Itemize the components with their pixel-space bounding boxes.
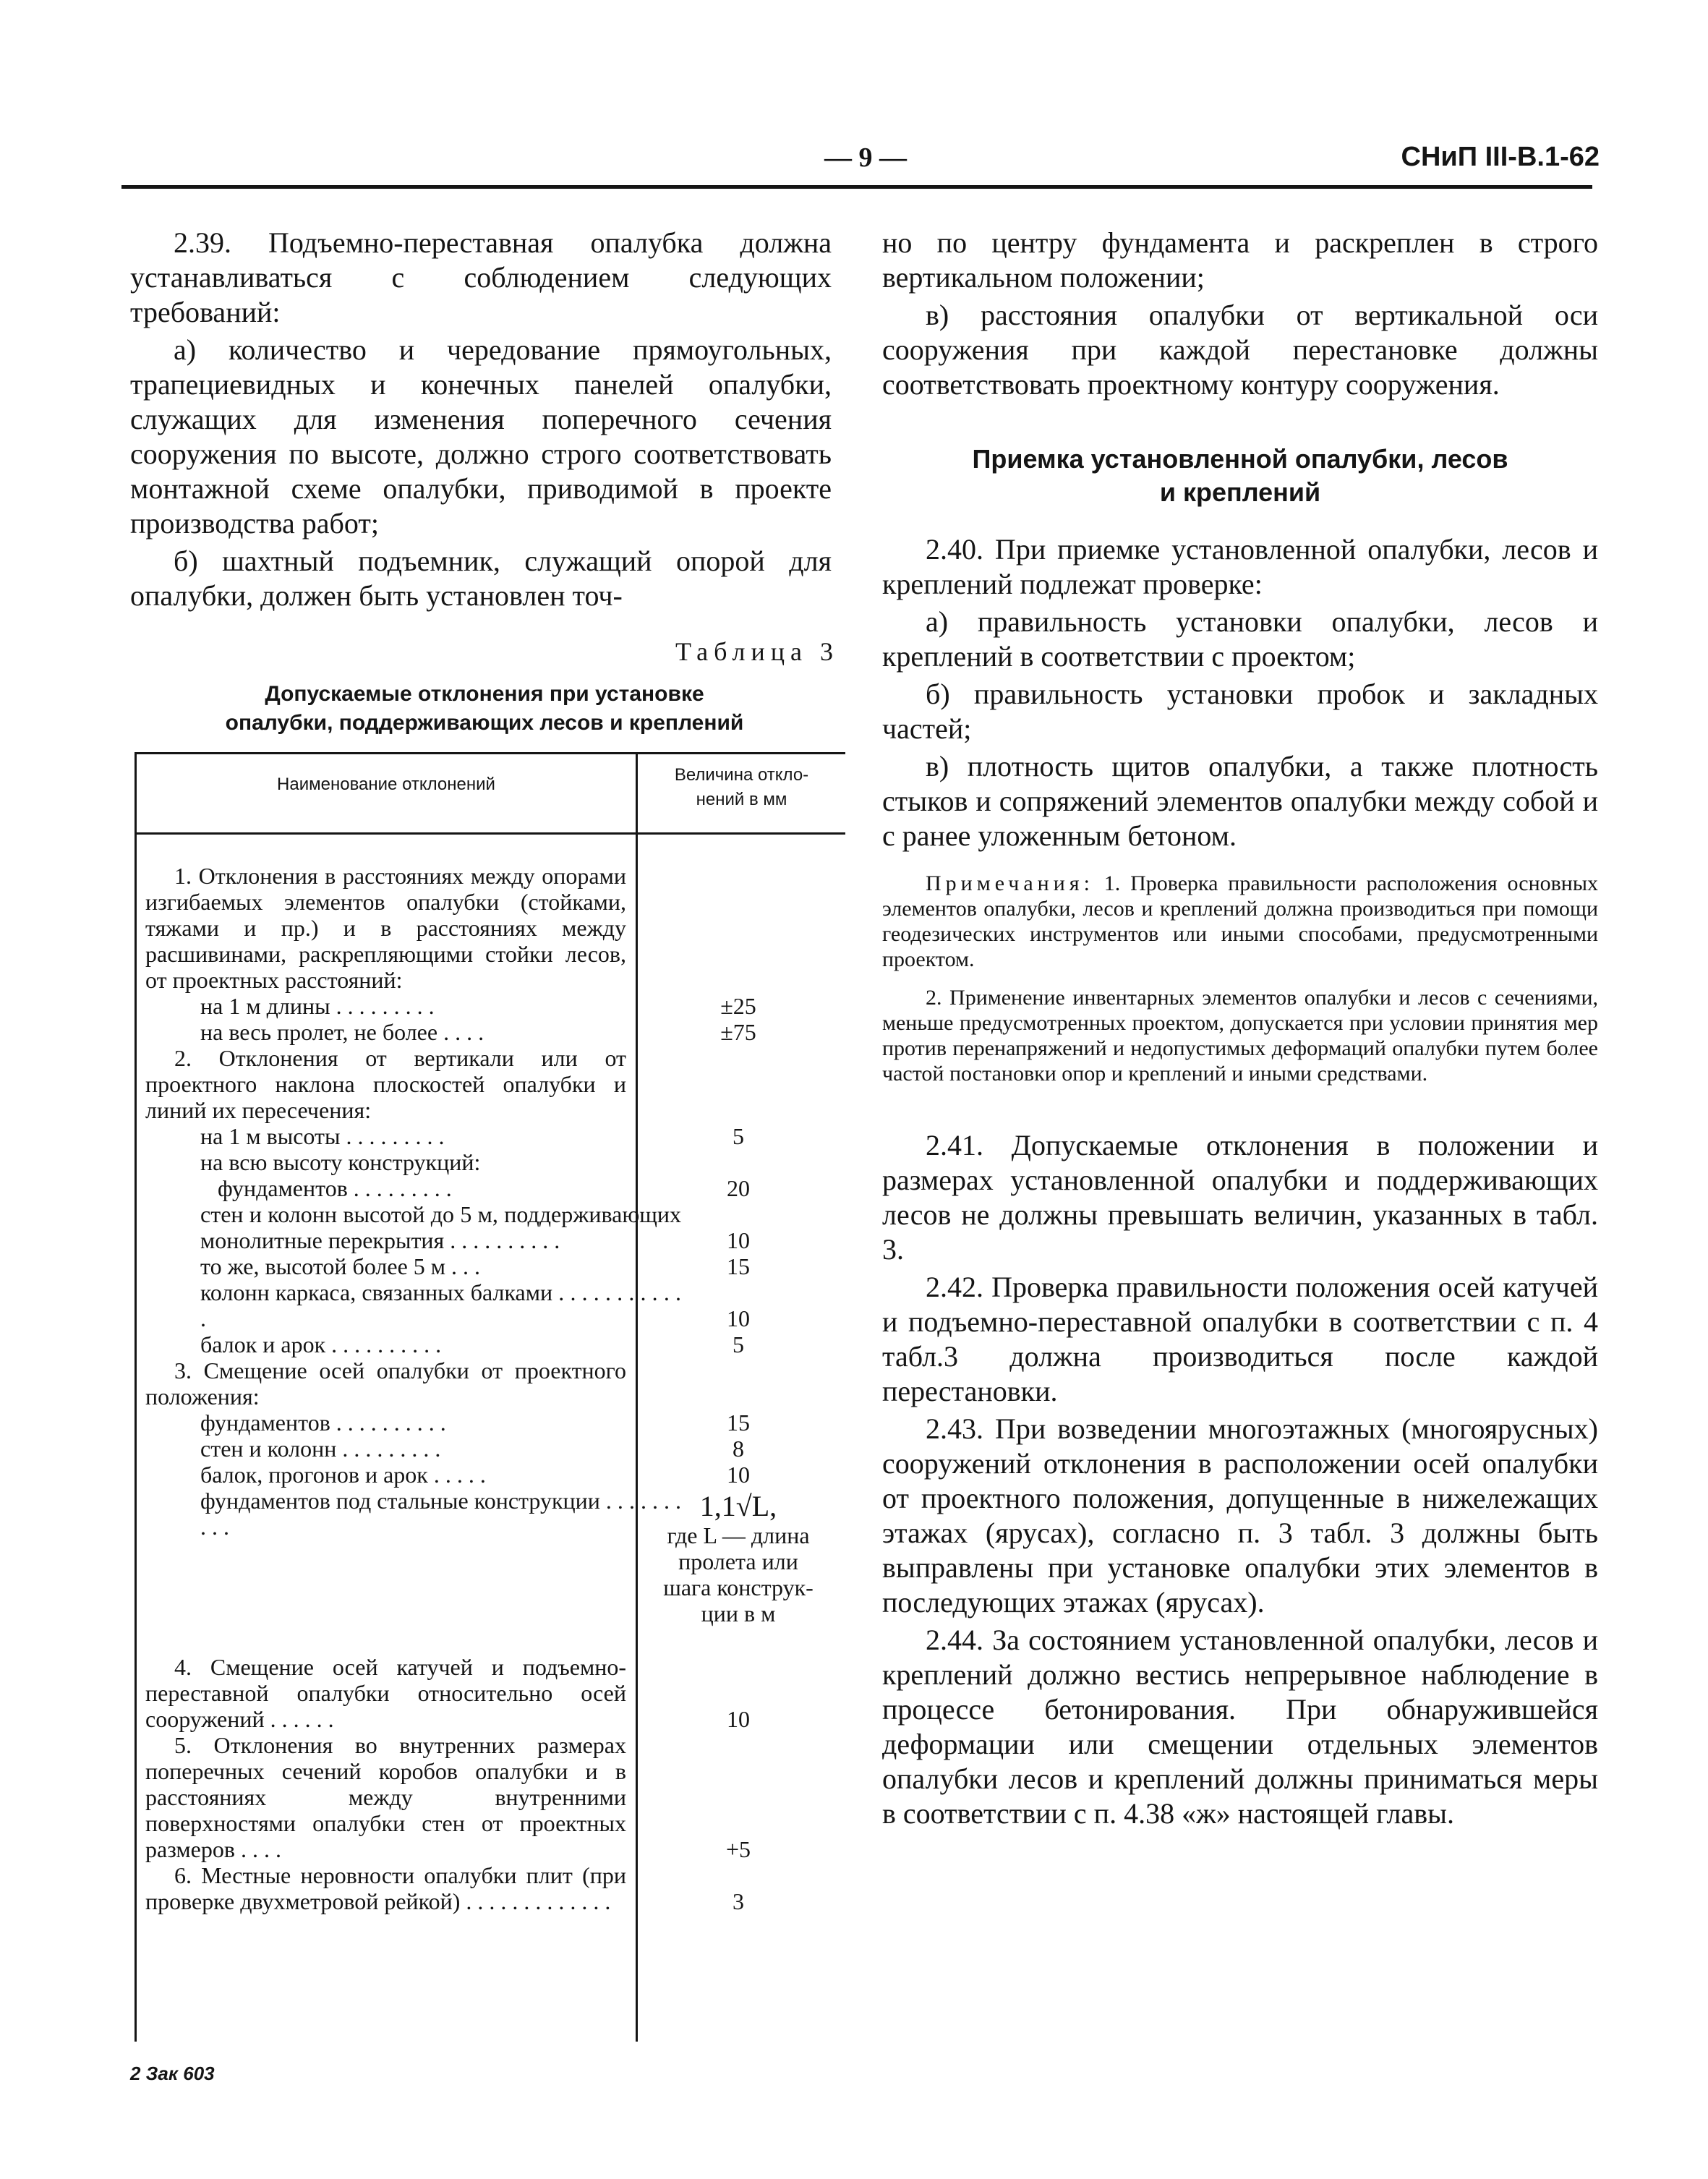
table-row: на 1 м высоты . . . . . . . . . 5: [200, 1123, 744, 1149]
root-formula-cell: 1,1√L, где L — длина пролета или шага конструк- ции в м: [663, 1490, 814, 1626]
table-row: стен и колонн высотой до 5 м, поддерживающих монолитные перекрытия . . . . . . . . . . 10: [200, 1201, 750, 1253]
table-row: 5. Отклонения во внутренних размерах поперечных сечений коробов опалубки и в расстояниях между внутренними поверхностями опалубки стен от проектных размеров . . . . +5: [145, 1732, 751, 1862]
clause-2-42: 2.42. Проверка правильности положения осей катучей и подъемно-переставной опалубки в соответствии с п. 4 табл.3 должна производиться после каждой перестановки.: [882, 1271, 1598, 1407]
document-code: СНиП III-В.1-62: [1401, 142, 1600, 172]
table-row: 6. Местные неровности опалубки плит (при проверке двухметровой рейкой) . . . . . . . . . . . . . 3: [145, 1862, 744, 1914]
clause-2-40: 2.40. При приемке установленной опалубки, лесов и креплений подлежат проверке:: [882, 533, 1598, 600]
clause-2-40-c: в) плотность щитов опалубки, а также плотность стыков и сопряжений элементов опалубки между собой и с ранее уложенным бетоном.: [882, 750, 1598, 852]
table-body: [145, 863, 840, 1914]
right-column: [882, 226, 1598, 1834]
table-row: балок и арок . . . . . . . . . . 5: [200, 1331, 744, 1357]
notes-label: Примечания:: [926, 871, 1094, 895]
table-row: на всю высоту конструкций:: [200, 1149, 481, 1175]
footer-print-mark: 2 Зак 603: [130, 2063, 215, 2084]
table-row: 1. Отклонения в расстояниях между опорами изгибаемых элементов опалубки (стойками, тяжами и пр.) и в расстояниях между расшивинами, раскрепляющими стойки лесов, от проектных расстояний:: [145, 863, 626, 993]
table-header-rule: [137, 832, 845, 835]
clause-2-39-v: в) расстояния опалубки от вертикальной оси сооружения при каждой перестановке должны соответствовать проектному контуру сооружения.: [882, 299, 1598, 401]
table-row: 2. Отклонения от вертикали или от проектного наклона плоскостей опалубки и линий их пересечения:: [145, 1045, 626, 1123]
table-title: Допускаемые отклонения при установке опалубки, поддерживающих лесов и креплений: [225, 682, 744, 735]
clause-2-40-a: а) правильность установки опалубки, лесов и креплений в соответствии с проектом;: [882, 605, 1598, 673]
header-rule: [121, 185, 1592, 189]
table-row: 3. Смещение осей опалубки от проектного положения:: [145, 1357, 626, 1410]
deviation-table: [134, 752, 845, 2042]
clause-2-39-b: б) шахтный подъемник, служащий опорой для опалубки, должен быть установлен точ-: [130, 545, 832, 612]
clause-2-39-a: а) количество и чередование прямоугольных, трапециевидных и конечных панелей опалубки, служащих для изменения поперечного сечения сооружения по высоте, должно строго соответствовать монтажной схеме опалубки, приводимой в проекте производства работ;: [130, 333, 832, 540]
table-row: колонн каркаса, связанных балками . . . . . . . . . . . . 10: [200, 1279, 750, 1331]
table-row: фундаментов . . . . . . . . . . 15: [200, 1410, 750, 1436]
clause-2-40-b: б) правильность установки пробок и закладных частей;: [882, 678, 1598, 745]
table-row: стен и колонн . . . . . . . . . 8: [200, 1436, 744, 1462]
clause-2-41: 2.41. Допускаемые отклонения в положении и размерах установленной опалубки и поддерживающих лесов не должны превышать величин, указанных в табл. 3.: [882, 1129, 1598, 1266]
notes-block: [882, 871, 1598, 1086]
note-2: 2. Применение инвентарных элементов опалубки и лесов с сечениями, меньше предусмотренных проектом, допускается при условии принятия мер против перенапряжений и недопустимых деформаций опалубки путем более частой постановки опор и креплений и иными средствами.: [882, 986, 1598, 1086]
table-caption: Таблица 3: [675, 637, 839, 666]
clause-2-39-b-cont: но по центру фундамента и раскреплен в строго вертикальном положении;: [882, 226, 1598, 294]
clause-2-44: 2.44. За состоянием установленной опалубки, лесов и креплений должно вестись непрерывное наблюдение в процессе бетонирования. При обнаружившейся деформации или смещении отдельных элементов опалубки лесов и креплений должны приниматься меры в соответствии с п. 4.38 «ж» настоящей главы.: [882, 1624, 1598, 1830]
table-row: 4. Смещение осей катучей и подъемно-переставной опалубки относительно осей сооружений . . . . . . 10: [145, 1654, 750, 1732]
section-title: Приемка установленной опалубки, лесов и креплений: [972, 444, 1508, 507]
table-row: на 1 м длины . . . . . . . . . ±25: [200, 993, 756, 1019]
note-1: Примечания: 1. Проверка правильности расположения основных элементов опалубки, лесов и креплений должна производиться при помощи геодезических инструментов или иными способами, предусмотренными проектом.: [882, 871, 1599, 971]
table-header-value: Величина откло- нений в мм: [674, 765, 809, 809]
table-row: на весь пролет, не более . . . . ±75: [200, 1019, 756, 1045]
page-number: — 9 —: [824, 142, 907, 173]
clause-2-39: 2.39. Подъемно-переставная опалубка должна устанавливаться с соблюдением следующих требований:: [130, 226, 832, 328]
table-row: фундаментов . . . . . . . . . 20: [218, 1175, 750, 1201]
clause-2-43: 2.43. При возведении многоэтажных (многоярусных) сооружений отклонения в расположении осей опалубки от проектного положения, допущенные в нижележащих этажах (ярусах), согласно п. 3 табл. 3 должны быть выправлены при установке опалубки этих элементов в последующих этажах (ярусах).: [882, 1412, 1598, 1619]
table-row: балок, прогонов и арок . . . . . 10: [200, 1462, 750, 1488]
table-header-name: Наименование отклонений: [277, 775, 495, 794]
left-column: [130, 226, 832, 616]
table-row: фундаментов под стальные конструкции . . . . . . . . . . 1,1√L, где L — длина пролета или шага конструк- ции в м: [145, 1488, 840, 1644]
table-row: то же, высотой более 5 м . . . 15: [200, 1253, 750, 1279]
